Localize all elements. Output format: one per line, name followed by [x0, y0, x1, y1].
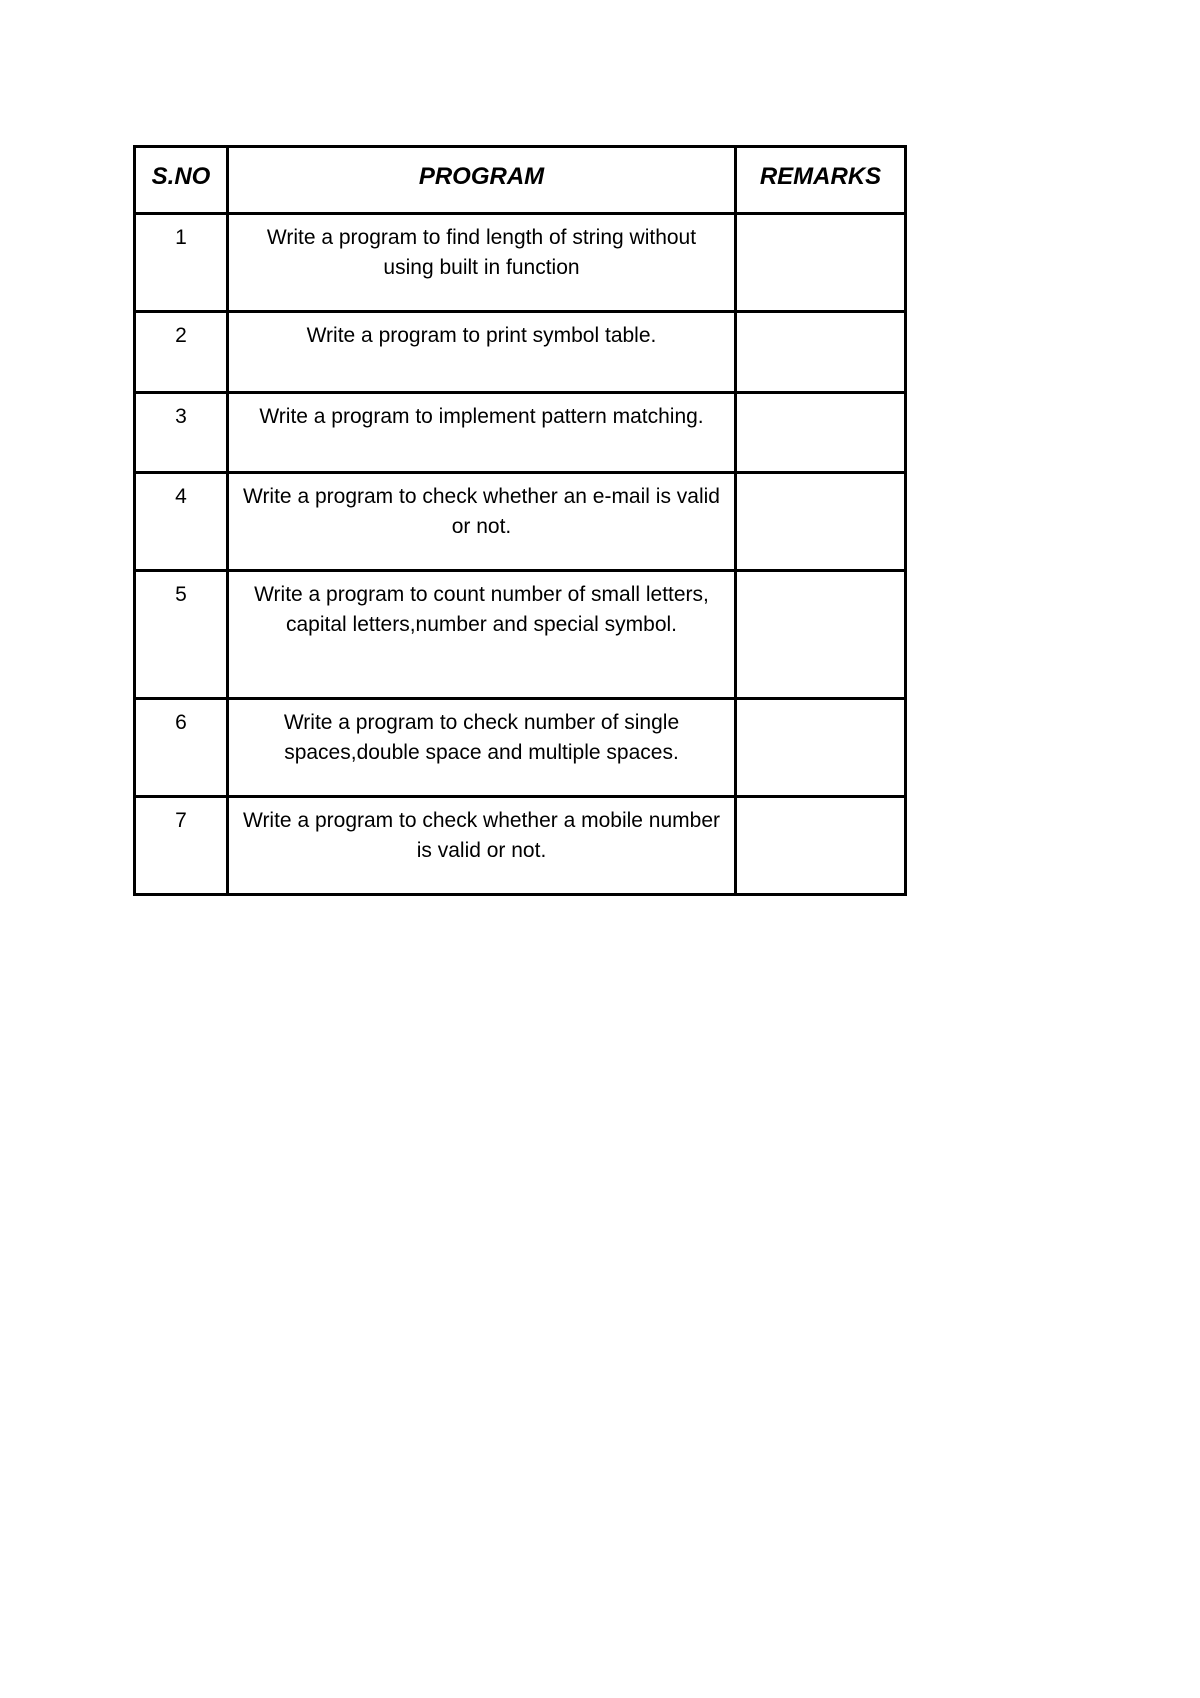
table-row [135, 473, 906, 571]
program-list-table [133, 145, 907, 896]
header-program: PROGRAM [228, 147, 736, 214]
row-sno: 7 [135, 797, 228, 895]
table-row [135, 699, 906, 797]
row-sno: 4 [135, 473, 228, 571]
row-sno: 3 [135, 393, 228, 473]
row-program: Write a program to check number of single spaces,double space and multiple spaces. [228, 699, 736, 797]
row-sno: 2 [135, 312, 228, 393]
header-remarks: REMARKS [736, 147, 906, 214]
table-header-row [135, 147, 906, 214]
row-sno: 1 [135, 214, 228, 312]
row-remarks [736, 312, 906, 393]
row-remarks [736, 699, 906, 797]
row-program: Write a program to check whether a mobile number is valid or not. [228, 797, 736, 895]
table-row [135, 312, 906, 393]
table-row [135, 214, 906, 312]
row-program: Write a program to count number of small letters, capital letters,number and special symbol. [228, 571, 736, 699]
table-row [135, 571, 906, 699]
table-row [135, 797, 906, 895]
row-sno: 6 [135, 699, 228, 797]
row-remarks [736, 473, 906, 571]
row-remarks [736, 214, 906, 312]
row-remarks [736, 797, 906, 895]
row-program: Write a program to check whether an e-mail is valid or not. [228, 473, 736, 571]
row-sno: 5 [135, 571, 228, 699]
row-program: Write a program to find length of string without using built in function [228, 214, 736, 312]
row-remarks [736, 571, 906, 699]
row-remarks [736, 393, 906, 473]
table-row [135, 393, 906, 473]
header-sno: S.NO [135, 147, 228, 214]
row-program: Write a program to print symbol table. [228, 312, 736, 393]
row-program: Write a program to implement pattern matching. [228, 393, 736, 473]
